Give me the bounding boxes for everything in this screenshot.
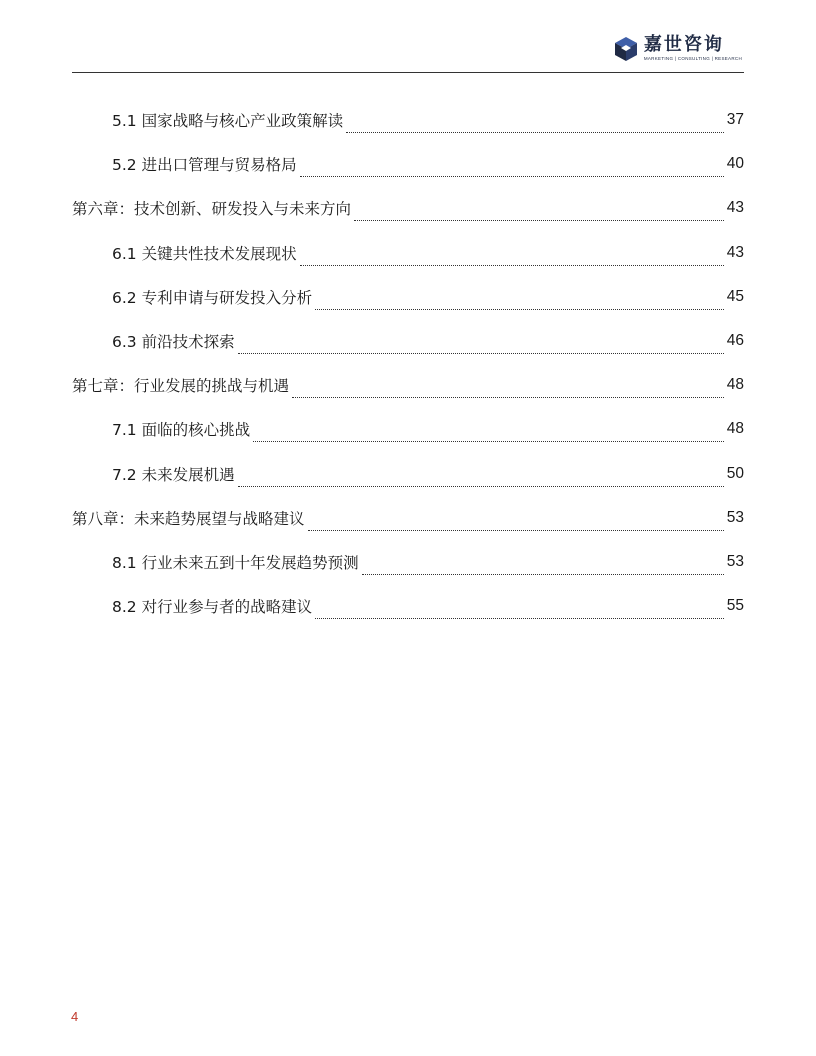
toc-entry-title: 7.2 未来发展机遇 (112, 463, 238, 485)
toc-section-entry[interactable] (72, 319, 744, 363)
toc-chapter-entry[interactable] (72, 496, 744, 540)
toc-entry-page: 43 (726, 199, 744, 217)
toc-entry-page: 53 (726, 552, 744, 570)
cube-logo-icon (614, 36, 638, 62)
page-number: 4 (71, 1009, 79, 1024)
toc-entry-title: 6.1 关键共性技术发展现状 (112, 242, 300, 264)
toc-entry-page: 50 (726, 464, 744, 482)
toc-entry-title: 第六章：技术创新、研发投入与未来方向 (72, 197, 354, 219)
toc-dot-leader (354, 205, 724, 221)
table-of-contents (72, 98, 744, 628)
toc-entry-title: 第八章：未来趋势展望与战略建议 (72, 507, 308, 529)
toc-dot-leader (300, 161, 724, 177)
toc-entry-title: 7.1 面临的核心挑战 (112, 418, 253, 440)
toc-entry-title: 6.3 前沿技术探索 (112, 330, 238, 352)
toc-section-entry[interactable] (72, 231, 744, 275)
toc-entry-page: 53 (726, 508, 744, 526)
toc-dot-leader (238, 338, 724, 354)
toc-entry-title: 6.2 专利申请与研发投入分析 (112, 286, 315, 308)
toc-dot-leader (362, 559, 724, 575)
toc-dot-leader (238, 471, 724, 487)
toc-dot-leader (315, 603, 724, 619)
toc-dot-leader (346, 117, 724, 133)
toc-dot-leader (292, 382, 724, 398)
toc-chapter-entry[interactable] (72, 363, 744, 407)
toc-dot-leader (315, 294, 724, 310)
toc-entry-page: 37 (726, 111, 744, 129)
toc-entry-page: 45 (726, 287, 744, 305)
toc-section-entry[interactable] (72, 540, 744, 584)
toc-entry-page: 46 (726, 332, 744, 350)
toc-chapter-entry[interactable] (72, 186, 744, 230)
page-header (72, 30, 744, 73)
toc-section-entry[interactable] (72, 142, 744, 186)
toc-section-entry[interactable] (72, 407, 744, 451)
toc-entry-title: 8.1 行业未来五到十年发展趋势预测 (112, 551, 362, 573)
toc-entry-page: 55 (726, 597, 744, 615)
toc-dot-leader (308, 515, 724, 531)
toc-section-entry[interactable] (72, 584, 744, 628)
brand-name: 嘉世咨询 (643, 34, 724, 55)
toc-entry-title: 5.1 国家战略与核心产业政策解读 (112, 109, 346, 131)
toc-section-entry[interactable] (72, 452, 744, 496)
toc-entry-page: 43 (726, 243, 744, 261)
toc-entry-title: 第七章：行业发展的挑战与机遇 (72, 374, 292, 396)
brand-tagline: MARKETING | CONSULTING | RESEARCH (643, 56, 742, 61)
toc-entry-title: 5.2 进出口管理与贸易格局 (112, 153, 300, 175)
toc-entry-page: 40 (726, 155, 744, 173)
toc-entry-page: 48 (726, 420, 744, 438)
brand-logo (614, 34, 742, 68)
toc-dot-leader (253, 426, 724, 442)
toc-entry-title: 8.2 对行业参与者的战略建议 (112, 595, 315, 617)
toc-section-entry[interactable] (72, 98, 744, 142)
toc-dot-leader (300, 250, 724, 266)
toc-section-entry[interactable] (72, 275, 744, 319)
toc-entry-page: 48 (726, 376, 744, 394)
